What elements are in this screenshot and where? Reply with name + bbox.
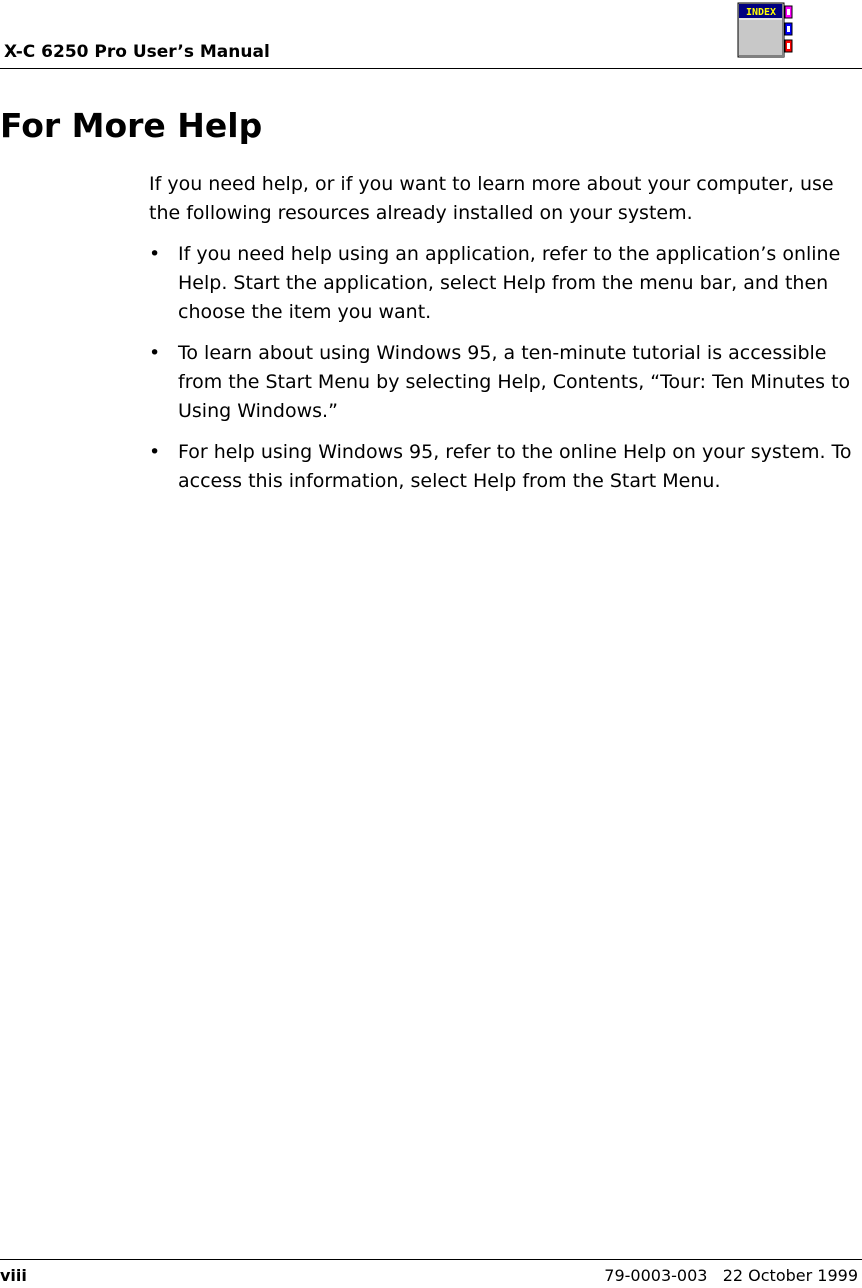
index-icon[interactable] xyxy=(737,2,797,58)
bullet-icon: • xyxy=(149,441,161,463)
list-item-text: If you need help using an application, refer to the application’s online Help. Start the application, select Help from the menu bar, and then choose the item you want. xyxy=(178,243,841,323)
help-resources-list xyxy=(149,240,861,496)
page-number: viii xyxy=(0,1266,27,1285)
intro-paragraph: If you need help, or if you want to learn more about your computer, use the following resources already installed on your system. xyxy=(149,173,834,224)
bullet-icon: • xyxy=(149,342,161,364)
list-item xyxy=(149,438,861,496)
manual-title: X-C 6250 Pro User’s Manual xyxy=(4,42,270,62)
page-title: For More Help xyxy=(0,106,263,145)
help-content xyxy=(149,170,861,508)
document-info xyxy=(604,1266,858,1285)
list-item xyxy=(149,240,861,327)
bullet-icon: • xyxy=(149,243,161,265)
footer-divider xyxy=(0,1259,862,1260)
document-date: 22 October 1999 xyxy=(722,1266,858,1285)
list-item-text: For help using Windows 95, refer to the online Help on your system. To access this information, select Help from the Start Menu. xyxy=(178,441,852,492)
list-item-text: To learn about using Windows 95, a ten-minute tutorial is accessible from the Start Menu by selecting Help, Contents, “Tour: Ten Minutes to Using Windows.” xyxy=(178,342,851,422)
index-icon-label: INDEX xyxy=(745,7,777,18)
list-item xyxy=(149,339,861,426)
index-icon-graphic xyxy=(737,2,797,58)
document-number: 79-0003-003 xyxy=(604,1266,708,1285)
header-divider xyxy=(0,68,862,69)
